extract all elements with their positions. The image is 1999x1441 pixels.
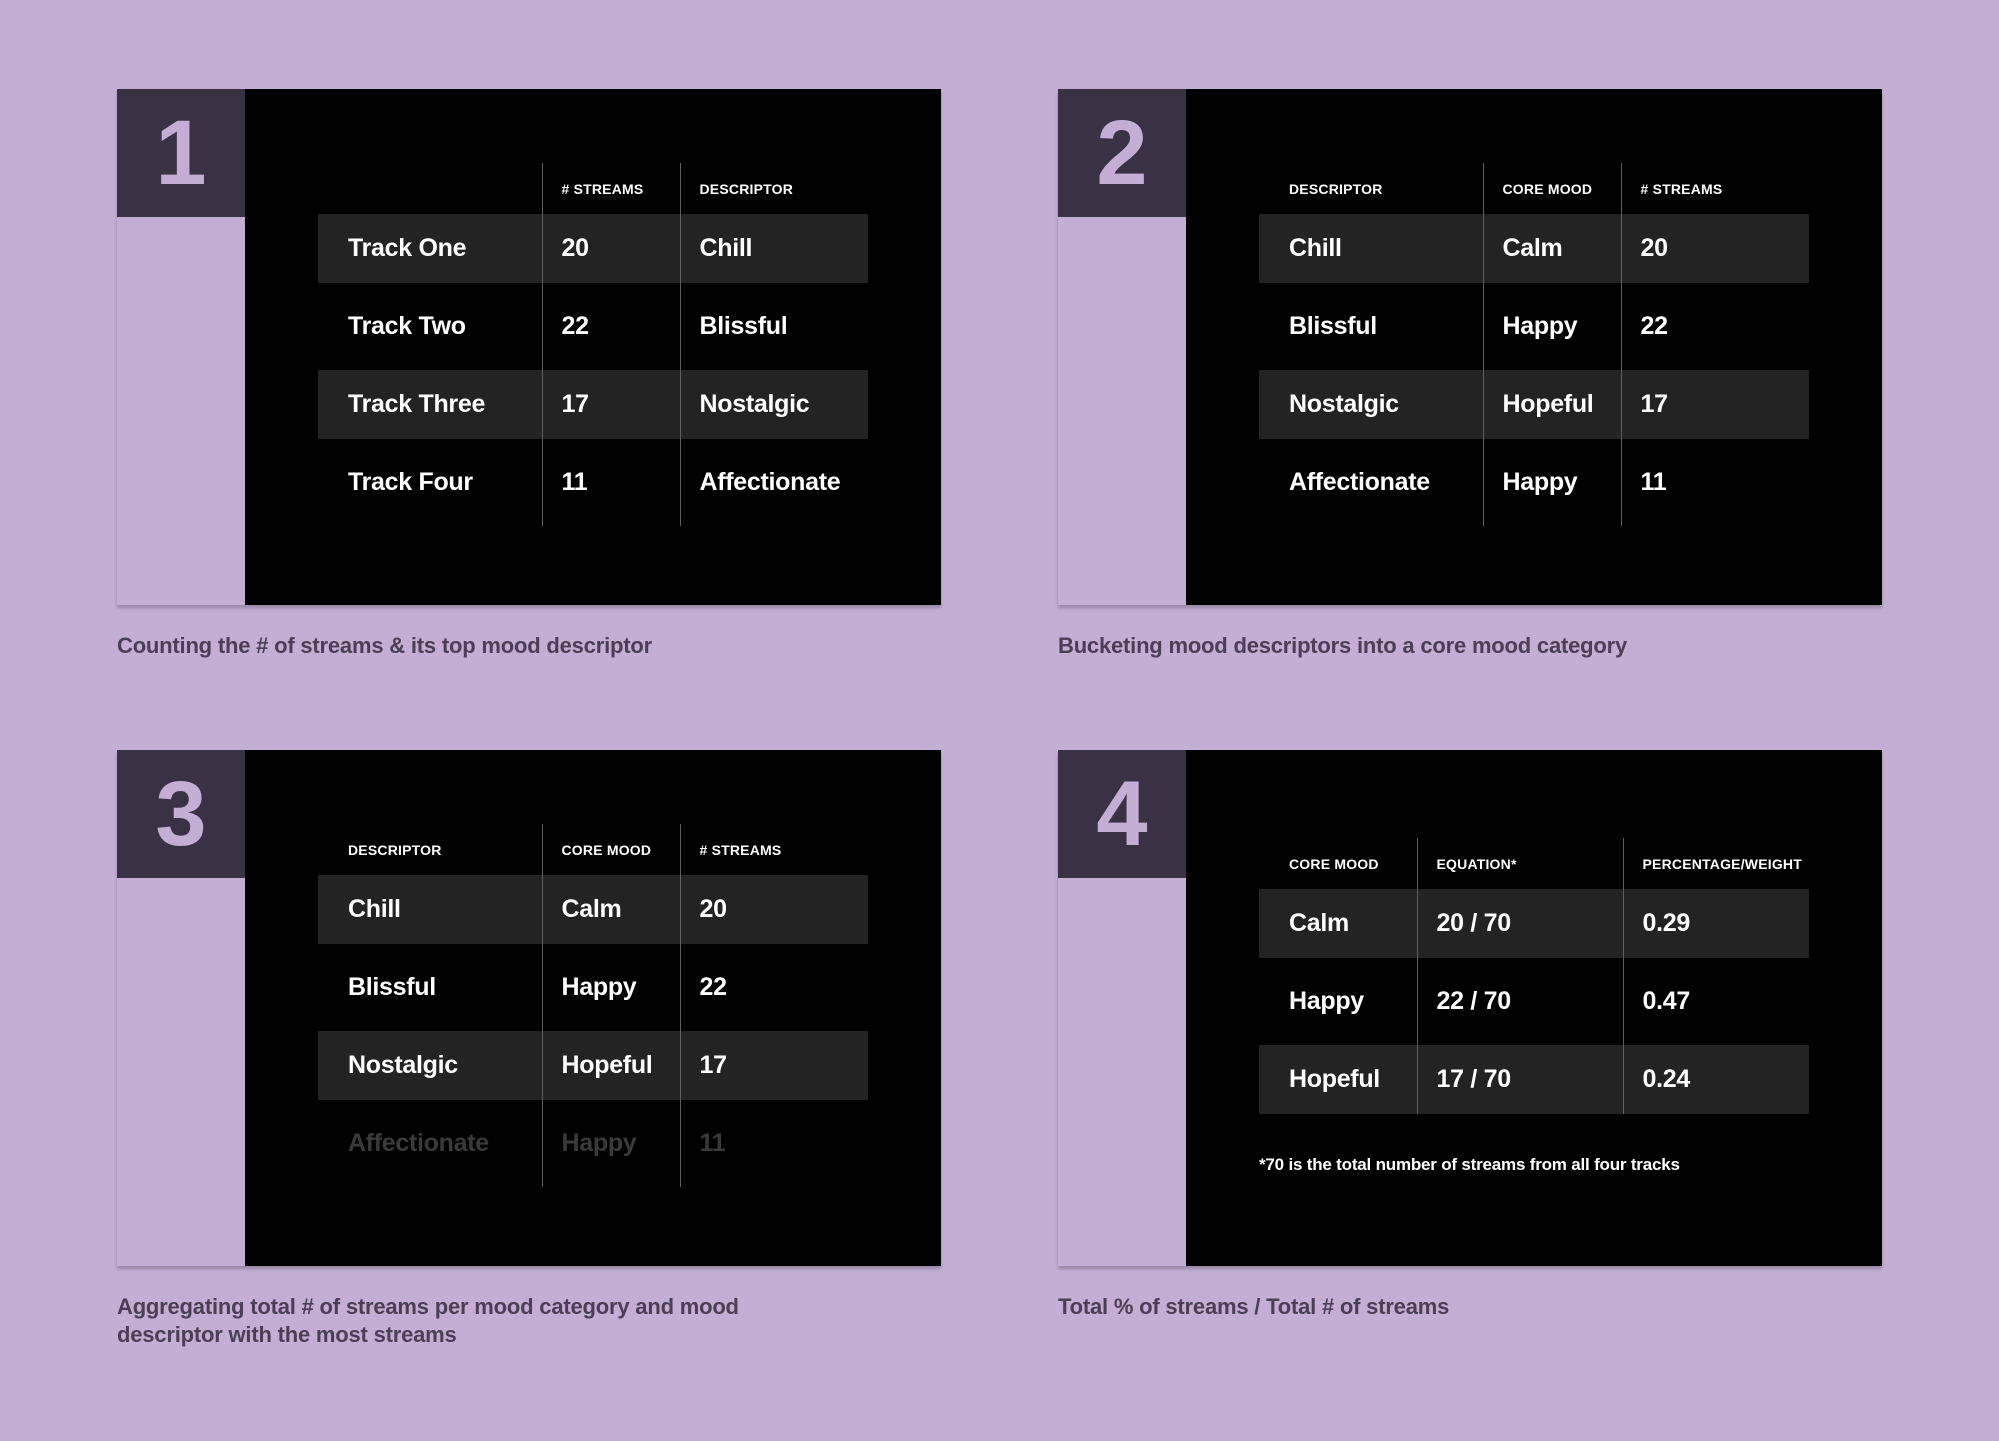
track-cell: Track Two [348,312,466,340]
panel-caption: Bucketing mood descriptors into a core mood category [1058,633,1628,658]
column-header: DESCRIPTOR [348,842,442,858]
weight-cell: 0.47 [1623,967,1809,1036]
equation-cell: 17 / 70 [1417,1045,1623,1114]
table-row [318,1031,868,1100]
table-area [245,89,941,605]
descriptor-cell: Nostalgic [680,370,868,439]
streams-cell: 11 [1621,448,1809,517]
streams-cell: 17 [542,370,680,439]
streams-table [318,163,868,526]
weight-cell: 0.29 [1623,889,1809,958]
table-row [1259,448,1809,517]
column-header: CORE MOOD [1289,856,1379,872]
equation-cell: 22 / 70 [1417,967,1623,1036]
streams-cell: 20 [542,214,680,283]
aggregation-table [318,824,868,1187]
descriptor-cell: Blissful [1289,312,1377,340]
table-row [1259,1045,1809,1114]
column-header: # STREAMS [1621,163,1809,214]
descriptor-cell: Chill [680,214,868,283]
panel-1 [117,89,941,660]
descriptor-cell: Nostalgic [318,1031,542,1100]
streams-cell: 22 [680,953,868,1022]
descriptor-cell: Affectionate [1289,468,1430,496]
core-mood-cell: Calm [1259,889,1417,958]
streams-cell: 20 [1621,214,1809,283]
table-area [1186,750,1882,1266]
panel-4-card [1058,750,1882,1266]
column-header: CORE MOOD [1483,163,1621,214]
column-header [318,163,542,214]
streams-cell: 22 [542,292,680,361]
track-cell: Track Three [318,370,542,439]
table-row [318,875,868,944]
table-row [318,370,868,439]
track-cell: Track Four [348,468,473,496]
core-mood-cell: Hopeful [1259,1045,1417,1114]
descriptor-cell: Chill [318,875,542,944]
table-area [245,750,941,1266]
panel-1-card [117,89,941,605]
panel-caption: Total % of streams / Total # of streams [1058,1294,1450,1319]
equation-cell: 20 / 70 [1417,889,1623,958]
core-mood-cell: Calm [1483,214,1621,283]
core-mood-cell: Happy [1289,987,1364,1015]
mood-mapping-table [1259,163,1809,526]
panel-caption: Counting the # of streams & its top mood descriptor [117,633,652,658]
panel-3-card [117,750,941,1266]
table-row-dimmed [318,1109,868,1178]
descriptor-cell: Blissful [348,973,436,1001]
column-header: CORE MOOD [542,824,680,875]
footnote: *70 is the total number of streams from all four tracks [1259,1155,1680,1174]
descriptor-cell: Nostalgic [1259,370,1483,439]
weight-cell: 0.24 [1623,1045,1809,1114]
panel-4 [1058,750,1882,1321]
core-mood-cell: Happy [1483,448,1621,517]
streams-cell: 17 [680,1031,868,1100]
core-mood-cell: Happy [542,953,680,1022]
table-row [1259,214,1809,283]
table-row [1259,967,1809,1036]
step-number: 3 [117,750,245,878]
panel-2 [1058,89,1882,660]
panel-2-card [1058,89,1882,605]
streams-cell: 22 [1621,292,1809,361]
table-row [318,448,868,517]
streams-cell: 20 [680,875,868,944]
track-cell: Track One [318,214,542,283]
table-row [318,292,868,361]
step-number: 1 [117,89,245,217]
panel-caption: Aggregating total # of streams per mood category and mood descriptor with the most streams [117,1294,739,1347]
table-area [1186,89,1882,605]
step-number: 4 [1058,750,1186,878]
column-header: # STREAMS [542,163,680,214]
table-row [1259,292,1809,361]
core-mood-cell: Hopeful [542,1031,680,1100]
core-mood-cell: Hopeful [1483,370,1621,439]
core-mood-cell: Calm [542,875,680,944]
descriptor-cell: Chill [1259,214,1483,283]
table-row [318,214,868,283]
core-mood-cell: Happy [1483,292,1621,361]
table-row [318,953,868,1022]
table-row [1259,889,1809,958]
panel-3 [117,750,941,1349]
table-row [1259,370,1809,439]
descriptor-cell: Affectionate [680,448,868,517]
step-number: 2 [1058,89,1186,217]
column-header: DESCRIPTOR [1289,181,1383,197]
column-header: EQUATION* [1417,838,1623,889]
column-header: # STREAMS [680,824,868,875]
streams-cell: 11 [542,448,680,517]
weight-table [1259,838,1809,1114]
streams-cell: 11 [680,1109,868,1178]
descriptor-cell: Blissful [680,292,868,361]
descriptor-cell: Affectionate [348,1129,489,1157]
column-header: DESCRIPTOR [680,163,868,214]
streams-cell: 17 [1621,370,1809,439]
column-header: PERCENTAGE/WEIGHT [1623,838,1809,889]
core-mood-cell: Happy [542,1109,680,1178]
